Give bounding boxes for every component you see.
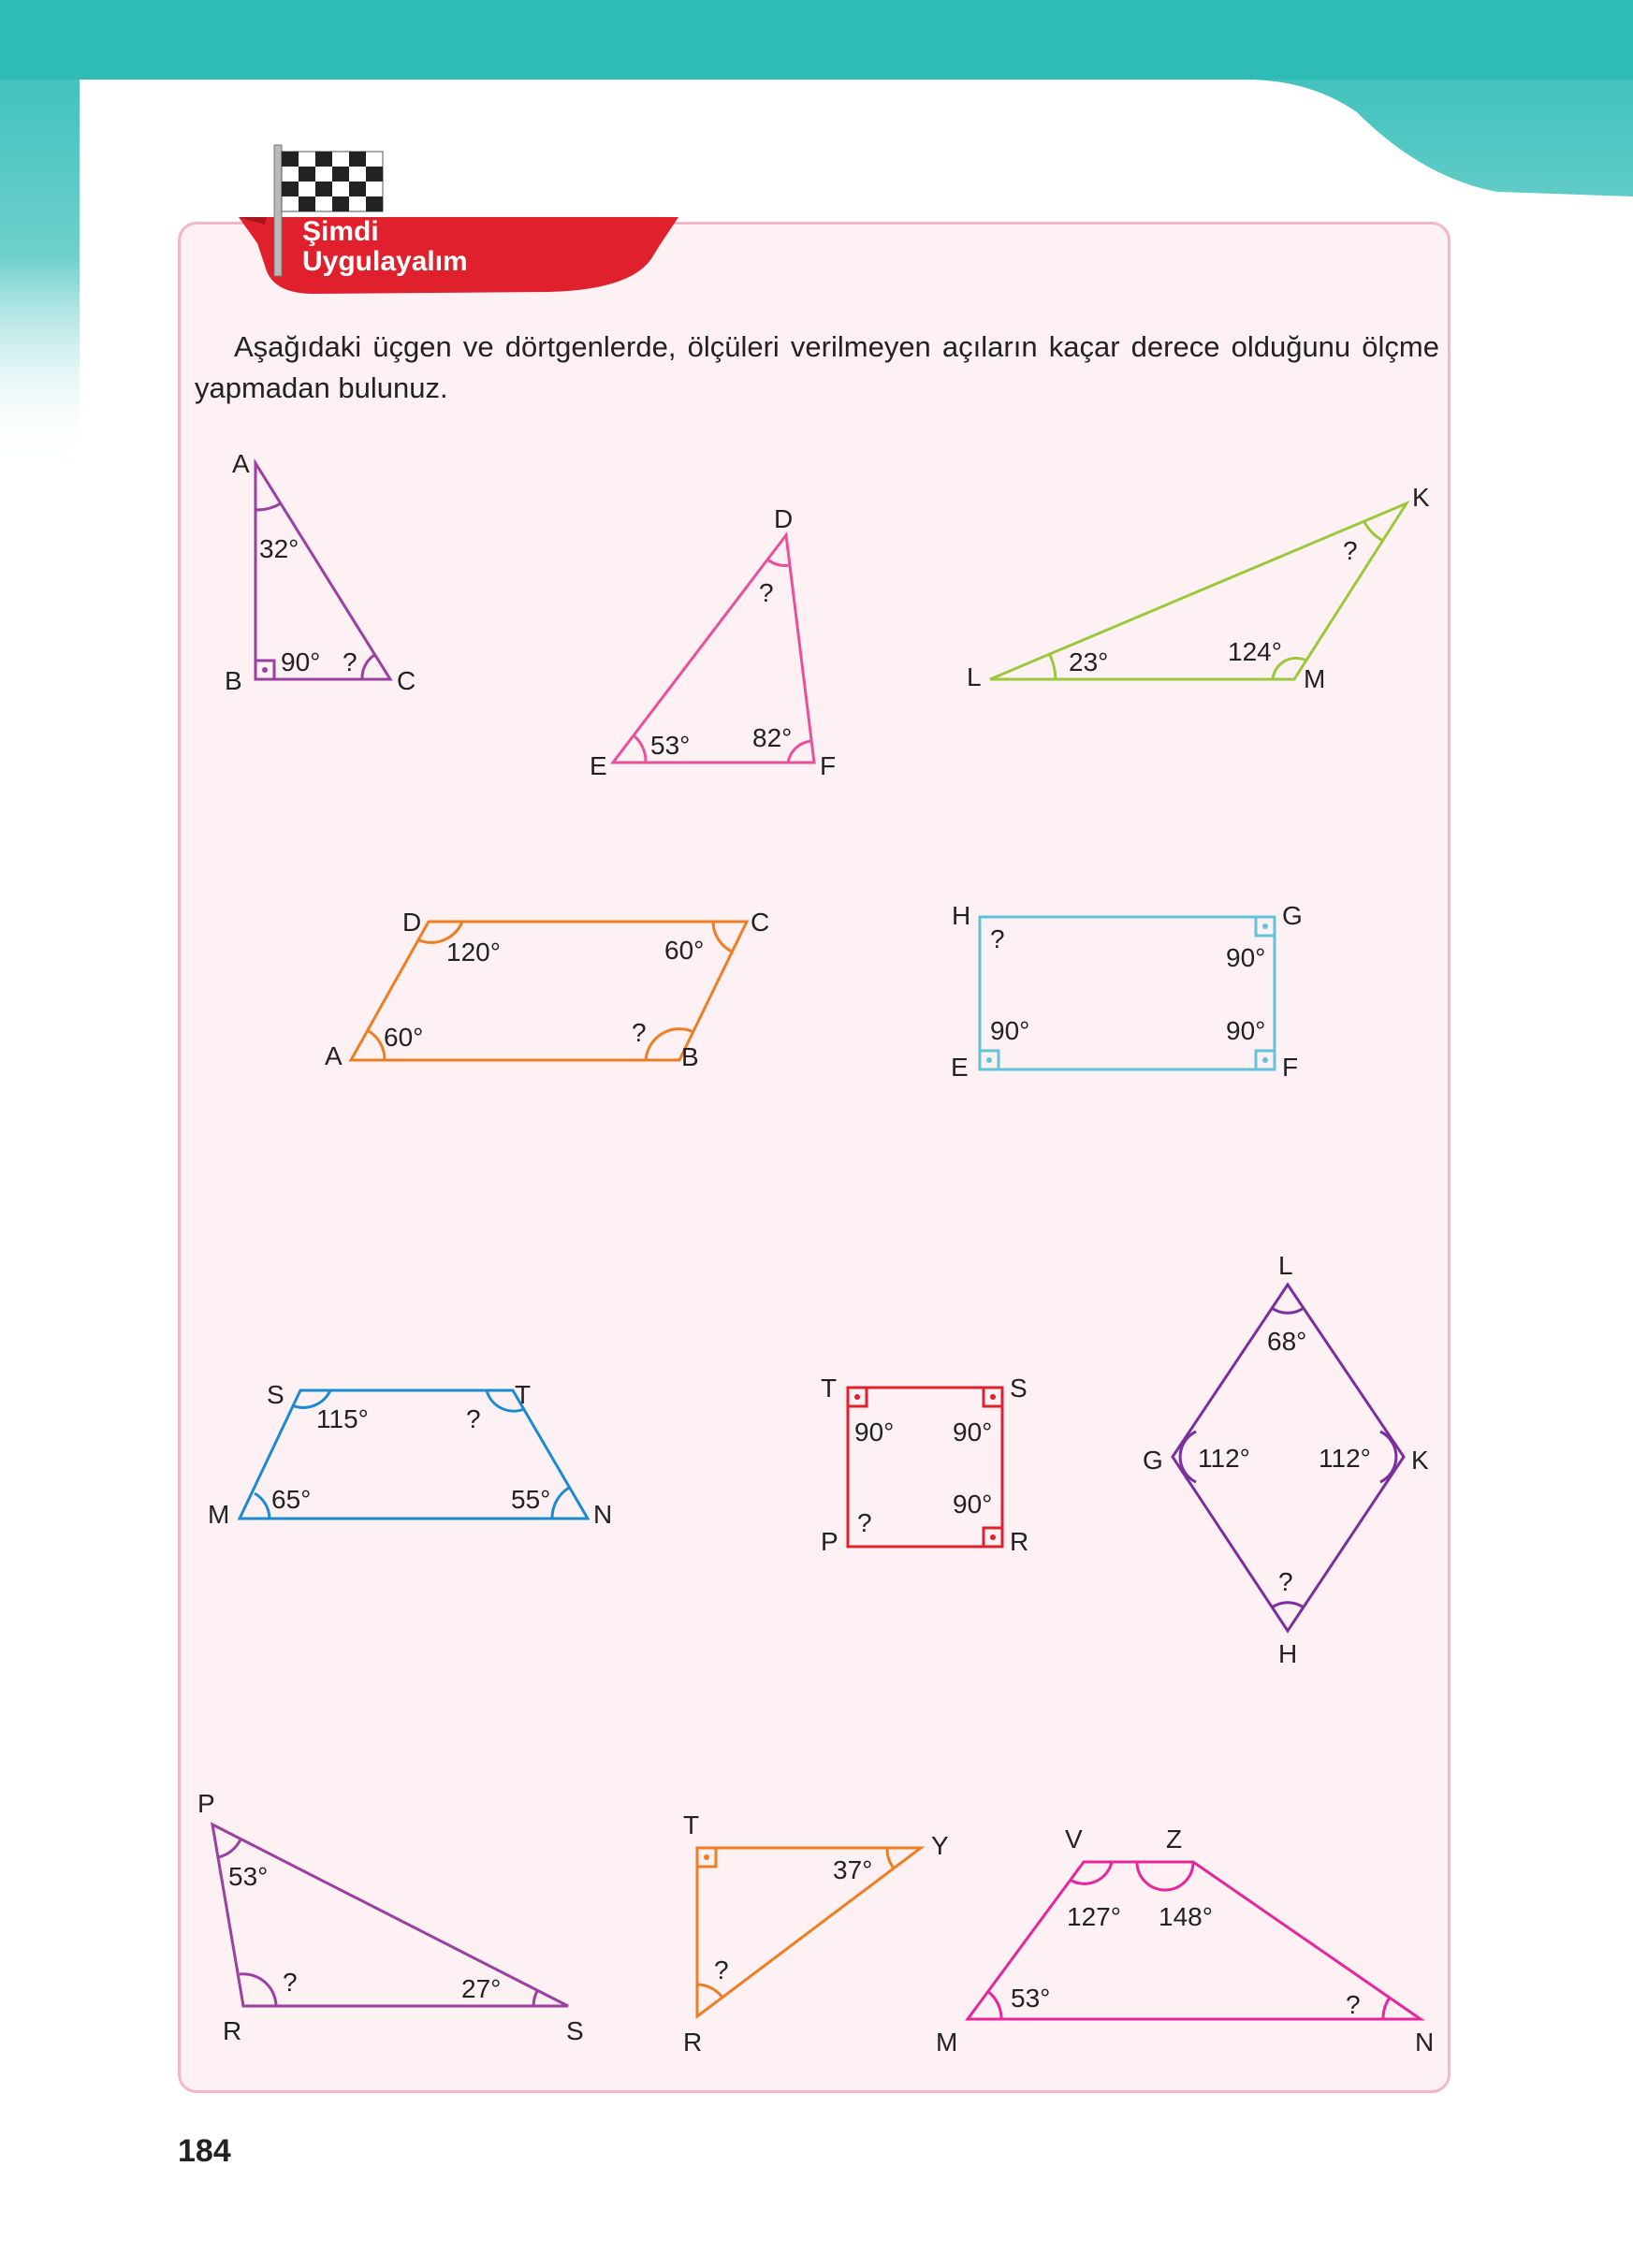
triangle-def <box>590 504 836 780</box>
label-try-Y: Y <box>931 1831 949 1860</box>
label-mnts-S: S <box>267 1380 284 1409</box>
angle-prs-S: 27° <box>461 1974 502 2003</box>
label-efgh-F: F <box>1282 1053 1299 1082</box>
label-prs-S: S <box>566 2016 584 2045</box>
label-lgkh-L: L <box>1278 1251 1293 1280</box>
label-abc-A: A <box>232 449 250 478</box>
label-klm-K: K <box>1412 483 1430 512</box>
label-abc-B: B <box>225 666 242 695</box>
page-number: 184 <box>178 2133 231 2169</box>
label-prs-P: P <box>197 1789 215 1818</box>
angle-abcd-B: ? <box>632 1018 647 1047</box>
angle-try-Y: 37° <box>833 1855 873 1884</box>
triangle-prs <box>197 1789 584 2045</box>
angle-try-R: ? <box>714 1955 729 1985</box>
ribbon-title-line2: Uygulayalım <box>302 246 468 277</box>
angle-klm-L: 23° <box>1069 647 1109 676</box>
label-mnts-N: N <box>593 1500 613 1529</box>
label-mnts-M: M <box>208 1500 230 1529</box>
label-tspr-R: R <box>1010 1527 1029 1556</box>
triangle-klm <box>967 483 1430 693</box>
angle-abc-C: ? <box>343 647 357 676</box>
label-lgkh-K: K <box>1411 1446 1429 1475</box>
angle-mnvz-M: 53° <box>1011 1984 1051 2013</box>
triangle-try <box>683 1810 949 2057</box>
triangle-abc <box>225 449 416 695</box>
label-mnvz-N: N <box>1415 2028 1435 2057</box>
label-mnvz-V: V <box>1065 1825 1083 1854</box>
label-lgkh-H: H <box>1278 1639 1298 1668</box>
label-mnvz-Z: Z <box>1166 1825 1183 1854</box>
label-try-T: T <box>683 1810 700 1839</box>
label-abc-C: C <box>397 666 416 695</box>
angle-lgkh-L: 68° <box>1267 1327 1307 1356</box>
angle-mnts-S: 115° <box>316 1404 369 1433</box>
angle-def-E: 53° <box>650 731 691 760</box>
angle-def-F: 82° <box>752 723 793 752</box>
instruction-text: Aşağıdaki üçgen ve dörtgenlerde, ölçüleri verilmeyen açıların kaçar derece olduğunu ölçme yapmadan bulunuz. <box>195 330 1439 404</box>
angle-tspr-P: ? <box>857 1508 872 1537</box>
ribbon-title-line1: Şimdi <box>302 216 379 247</box>
angle-mnts-T: ? <box>466 1404 481 1433</box>
label-efgh-H: H <box>952 901 971 930</box>
angle-efgh-G: 90° <box>1226 943 1266 972</box>
label-mnvz-M: M <box>936 2028 958 2057</box>
label-tspr-S: S <box>1010 1374 1028 1403</box>
angle-klm-K: ? <box>1343 536 1358 565</box>
angle-klm-M: 124° <box>1228 637 1282 666</box>
angle-efgh-E: 90° <box>990 1016 1030 1045</box>
parallelogram-abcd <box>325 908 769 1071</box>
angle-mnts-N: 55° <box>511 1485 551 1514</box>
angle-lgkh-G: 112° <box>1198 1444 1250 1473</box>
rectangle-efgh <box>951 901 1303 1082</box>
angle-abcd-C: 60° <box>664 936 705 965</box>
angle-mnts-M: 65° <box>271 1485 312 1514</box>
angle-tspr-T: 90° <box>854 1418 895 1447</box>
angle-tspr-S: 90° <box>953 1418 993 1447</box>
label-abcd-B: B <box>681 1042 699 1071</box>
rhombus-lgkh <box>1143 1251 1429 1668</box>
label-def-E: E <box>590 751 607 780</box>
label-abcd-D: D <box>402 908 422 937</box>
trapezoid-mnts <box>208 1380 612 1529</box>
label-lgkh-G: G <box>1143 1446 1163 1475</box>
angle-mnvz-V: 127° <box>1067 1902 1121 1931</box>
label-klm-L: L <box>967 662 982 691</box>
label-abcd-C: C <box>751 908 770 937</box>
square-tspr <box>821 1374 1028 1556</box>
label-abcd-A: A <box>325 1041 343 1070</box>
label-klm-M: M <box>1304 664 1326 693</box>
label-tspr-P: P <box>821 1527 838 1556</box>
angle-efgh-F: 90° <box>1226 1016 1266 1045</box>
trapezoid-mnvz <box>936 1825 1434 2057</box>
angle-abc-A: 32° <box>259 534 299 563</box>
angle-mnvz-N: ? <box>1346 1990 1361 2019</box>
angle-lgkh-H: ? <box>1278 1567 1293 1596</box>
label-prs-R: R <box>223 2016 242 2045</box>
angle-prs-P: 53° <box>228 1862 269 1891</box>
angle-prs-R: ? <box>283 1968 298 1997</box>
angle-abcd-A: 60° <box>384 1023 424 1052</box>
angle-mnvz-Z: 148° <box>1159 1902 1213 1931</box>
label-try-R: R <box>683 2028 703 2057</box>
label-efgh-G: G <box>1282 901 1303 930</box>
label-mnts-T: T <box>515 1380 532 1409</box>
angle-abcd-D: 120° <box>446 938 501 967</box>
label-def-F: F <box>820 751 837 780</box>
label-tspr-T: T <box>821 1374 838 1403</box>
angle-efgh-H: ? <box>990 924 1005 953</box>
angle-tspr-R: 90° <box>953 1490 993 1519</box>
angle-def-D: ? <box>759 578 774 607</box>
label-efgh-E: E <box>951 1053 969 1082</box>
angle-lgkh-K: 112° <box>1319 1444 1371 1473</box>
label-def-D: D <box>774 504 794 533</box>
angle-abc-B: 90° <box>281 647 321 676</box>
